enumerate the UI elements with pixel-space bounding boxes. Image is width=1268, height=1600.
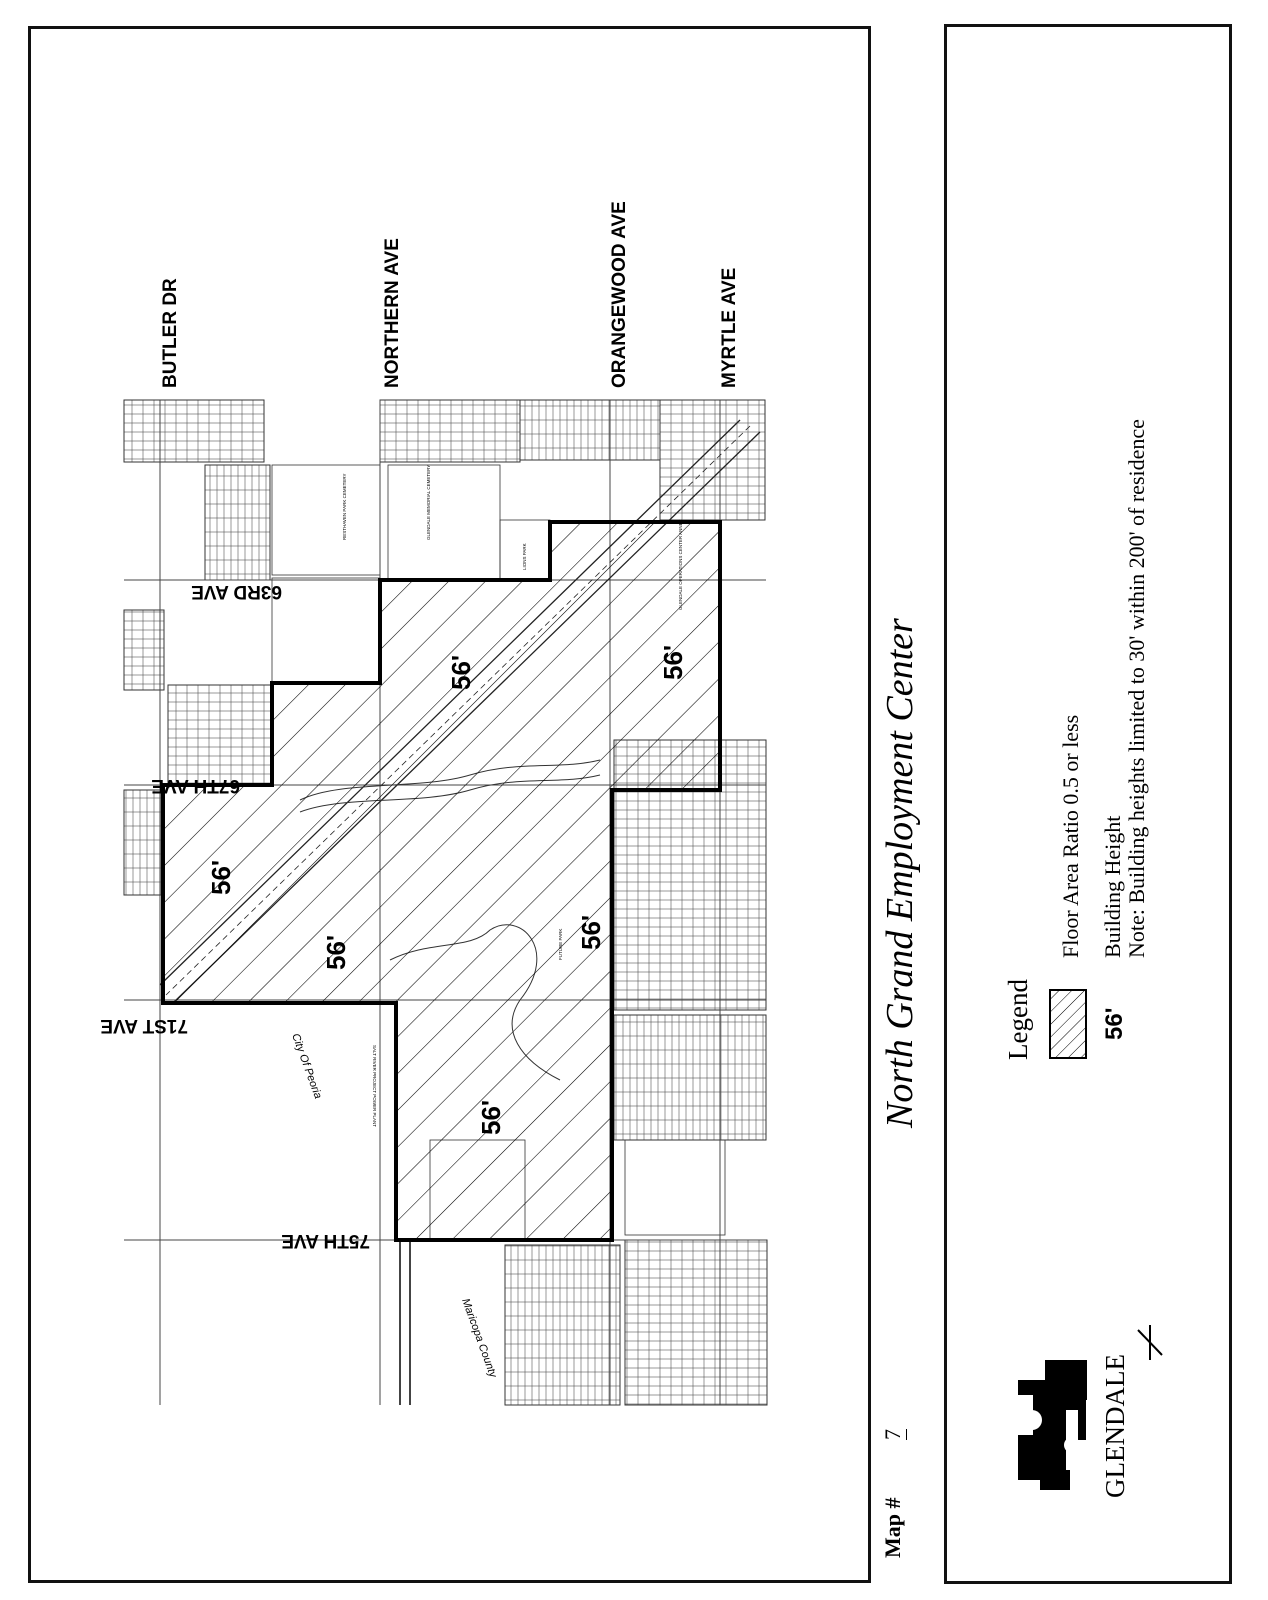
legend-height-symbol: 56' [1101,1007,1128,1040]
height-label: 56' [446,654,476,690]
feature-operations-annex: GLENDALE OPERATIONS CENTER ANNEX [678,519,683,610]
map-title: North Grand Employment Center [879,618,921,1128]
feature-power-plant: SALT RIVER PROJECT POWER PLANT [372,1045,377,1128]
height-label: 56' [321,934,351,970]
logo-wordmark: GLENDALE [1100,1354,1130,1498]
legend-height-text: Building Height [1100,815,1125,958]
jurisdiction-peoria: City Of Peoria [289,1031,324,1101]
legend-hatch-swatch [1050,990,1086,1058]
road-label-orangewood: ORANGEWOOD AVE [609,201,630,388]
jurisdiction-maricopa: Maricopa County [459,1296,499,1380]
feature-lions-park: LIONS PARK [522,543,527,570]
legend-heading: Legend [1003,979,1033,1060]
map-number-label: Map # [880,1497,905,1558]
height-label: 56' [206,859,236,895]
road-label-75th: 75TH AVE [281,1230,370,1251]
height-label: 56' [476,1099,506,1135]
road-label-butler: BUTLER DR [160,278,181,388]
feature-resthaven: RESTHAVEN PARK CEMETERY [342,473,347,540]
legend-far-text: Floor Area Ratio 0.5 or less [1058,714,1083,958]
height-label: 56' [576,914,606,950]
road-label-67th: 67TH AVE [151,775,240,796]
map-number-value: 7 [880,1429,905,1440]
height-label: 56' [658,644,688,680]
road-label-myrtle: MYRTLE AVE [719,267,740,388]
feature-future-park: FUTURE PARK [558,928,563,960]
road-label-63rd: 63RD AVE [191,581,282,602]
feature-glendale-memorial: GLENDALE MEMORIAL CEMETERY [426,464,431,540]
legend-note: Note: Building heights limited to 30' within 200' of residence [1124,419,1149,958]
road-label-71st: 71ST AVE [100,1015,188,1036]
road-label-northern: NORTHERN AVE [382,238,403,388]
glendale-logo-icon [1015,1325,1162,1490]
